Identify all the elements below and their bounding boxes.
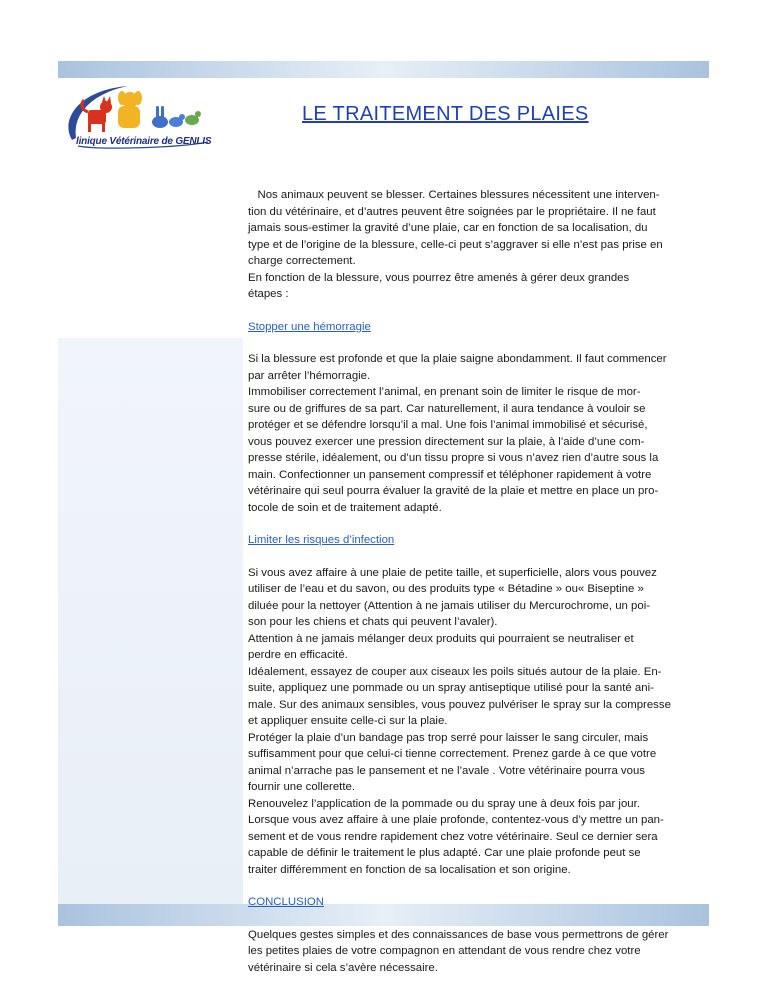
text-line: tion du vétérinaire, et d’autres peuvent être soignées par le propriétaire. Il ne faut xyxy=(248,205,656,218)
text-line: sement et de vous rendre rapidement chez votre vétérinaire. Seul ce dernier sera xyxy=(248,830,658,843)
text-line: et appliquer ensuite celle-ci sur la plaie. xyxy=(248,715,448,727)
text-line: animal n’arrache pas le pansement et ne l’avale . Votre vétérinaire pourra vous xyxy=(248,764,645,777)
text-line: male. Sur des animaux sensibles, vous pouvez pulvériser le spray sur la compresse xyxy=(248,698,671,711)
section-heading-hemorragie[interactable]: Stopper une hémorragie xyxy=(248,320,371,333)
text-line: Si la blessure est profonde et que la plaie saigne abondamment. Il faut commencer xyxy=(248,353,667,365)
text-line: vous pouvez exercer une pression directement sur la plaie, à l’aide d’une com- xyxy=(248,435,645,448)
text-line: presse stérile, idéalement, ou d’un tissu propre si vous n’avez rien d’autre sous la xyxy=(248,452,659,464)
section-paragraph-hemorragie xyxy=(248,351,692,516)
text-line: par arrêter l’hémorragie. xyxy=(248,369,371,382)
article-body xyxy=(248,187,692,976)
text-line: Lorsque vous avez affaire à une plaie profonde, contentez-vous d’y mettre un pan- xyxy=(248,814,664,826)
text-line: les petites plaies de votre compagnon en attendant de vous rendre chez votre xyxy=(248,945,641,957)
text-line: Attention à ne jamais mélanger deux produits qui pourraient se neutraliser et xyxy=(248,632,634,645)
text-line: Nos animaux peuvent se blesser. Certaines blessures nécessitent une interven- xyxy=(248,189,660,201)
text-line: son pour les chiens et chats qui peuvent l’avaler). xyxy=(248,616,498,628)
text-line: type et de l’origine de la blessure, celle-ci peut s’aggraver si elle n’est pas prise en xyxy=(248,238,663,251)
text-line: Renouvelez l’application de la pommade ou du spray une à deux fois par jour. xyxy=(248,797,640,810)
intro-paragraph xyxy=(248,187,692,303)
section-heading-infection[interactable]: Limiter les risques d’infection xyxy=(248,534,395,546)
section-heading-conclusion[interactable]: CONCLUSION xyxy=(248,896,324,908)
top-decorative-bar xyxy=(58,61,709,78)
text-line: jamais sous-estimer la gravité d’une plaie, car en fonction de sa localisation, du xyxy=(248,222,648,234)
text-line: diluée pour la nettoyer (Attention à ne jamais utiliser du Mercurochrome, un poi- xyxy=(248,599,651,612)
text-line: Si vous avez affaire à une plaie de petite taille, et superficielle, alors vous pouvez xyxy=(248,566,657,579)
text-line: Idéalement, essayez de couper aux ciseaux les poils situés autour de la plaie. En- xyxy=(248,665,662,678)
side-panel xyxy=(58,338,243,904)
clinic-logo-icon xyxy=(58,80,218,160)
text-line: En fonction de la blessure, vous pourrez être amenés à gérer deux grandes xyxy=(248,271,630,284)
text-line: charge correctement. xyxy=(248,255,356,267)
text-line: vétérinaire qui seul pourra évaluer la gravité de la plaie et mettre en place un pro- xyxy=(248,485,659,497)
text-line: Quelques gestes simples et des connaissances de base vous permettrons de gérer xyxy=(248,928,669,941)
logo-caption: linique Vétérinaire de GENLIS xyxy=(76,136,212,147)
text-line: fournir une collerette. xyxy=(248,781,356,793)
section-paragraph-infection xyxy=(248,565,692,879)
text-line: tocole de soin et de traitement adapté. xyxy=(248,501,442,514)
text-line: traiter différemment en fonction de sa localisation et son origine. xyxy=(248,863,571,876)
text-line: suite, appliquez une pommade ou un spray antiseptique utilisé pour la santé ani- xyxy=(248,682,654,694)
text-line: étapes : xyxy=(248,288,289,300)
text-line: perdre en efficacité. xyxy=(248,649,348,661)
text-line: Immobiliser correctement l’animal, en prenant soin de limiter le risque de mor- xyxy=(248,386,641,398)
clinic-logo xyxy=(58,80,218,160)
text-line: capable de définir le traitement le plus adapté. Car une plaie profonde peut se xyxy=(248,847,641,859)
text-line: utiliser de l’eau et du savon, ou des produits type « Bétadine » ou« Biseptine » xyxy=(248,583,644,595)
text-line: main. Confectionner un pansement compressif et téléphoner rapidement à votre xyxy=(248,468,652,481)
page-title: LE TRAITEMENT DES PLAIES xyxy=(302,103,589,125)
text-line: Protéger la plaie d’un bandage pas trop serré pour laisser le sang circuler, mais xyxy=(248,731,649,744)
text-line: protéger et se défendre lorsqu’il a mal. Une fois l’animal immobilisé et sécurisé, xyxy=(248,419,648,431)
text-line: vétérinaire si cela s’avère nécessaire. xyxy=(248,961,438,974)
text-line: suffisamment pour que celui-ci tienne correctement. Prenez garde à ce que votre xyxy=(248,748,657,760)
text-line: sure ou de griffures de sa part. Car naturellement, il aura tendance à vouloir se xyxy=(248,402,646,415)
section-paragraph-conclusion xyxy=(248,927,692,977)
